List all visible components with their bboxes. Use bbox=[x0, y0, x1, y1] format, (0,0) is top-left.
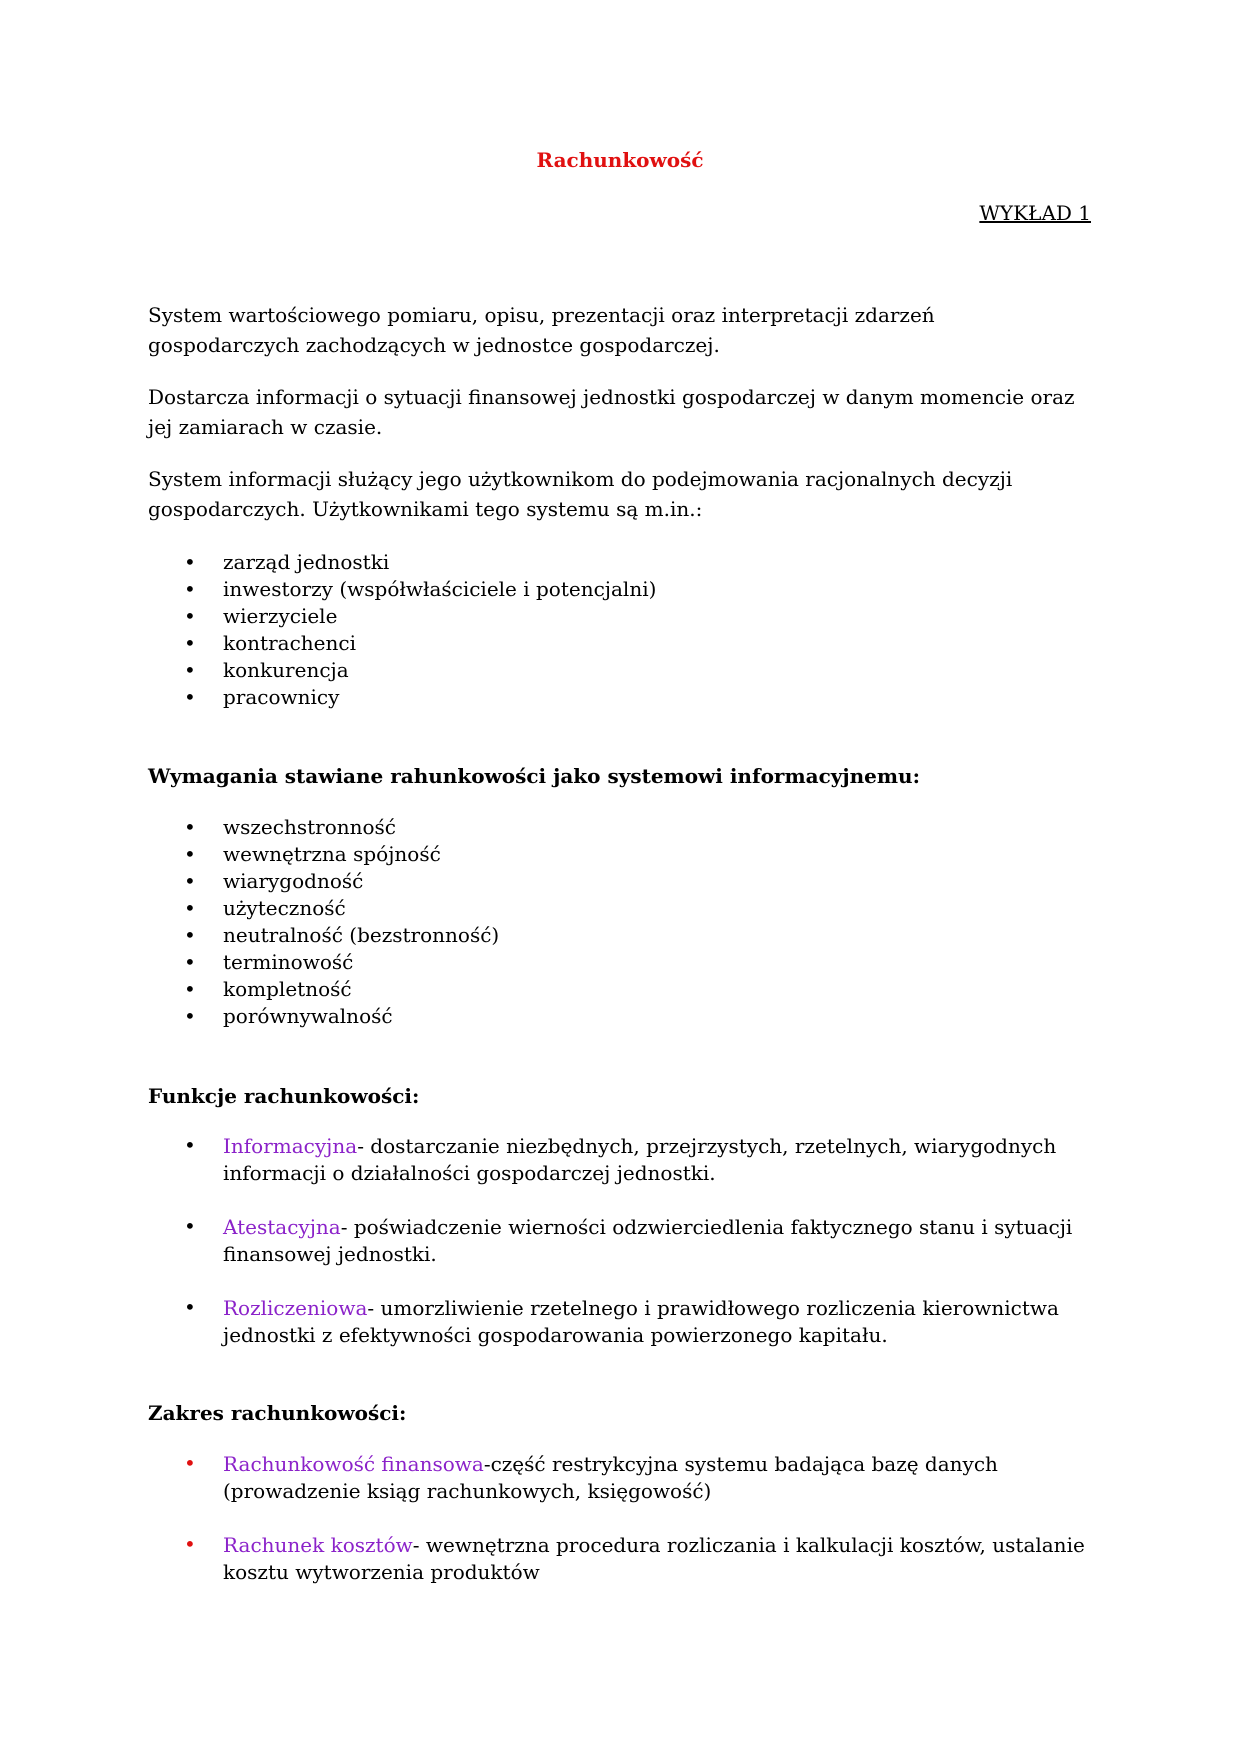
paragraph-information: Dostarcza informacji o sytuacji finansowej jednostki gospodarczej w danym momencie oraz jej zamiarach w czasie. bbox=[148, 385, 1075, 439]
list-item: • wierzyciele bbox=[184, 604, 338, 628]
scope-heading: Zakres rachunkowości: bbox=[148, 1401, 407, 1425]
bullet-icon: • bbox=[184, 577, 196, 601]
requirements-list bbox=[148, 814, 499, 1030]
scope-term: Rachunek kosztów bbox=[223, 1533, 413, 1557]
list-item: • kompletność bbox=[184, 977, 352, 1001]
bullet-icon: • bbox=[184, 842, 196, 866]
list-item: • wszechstronność bbox=[184, 815, 397, 839]
paragraph-definition: System wartościowego pomiaru, opisu, prezentacji oraz interpretacji zdarzeń gospodarczych zachodzących w jednostce gospodarczej. bbox=[148, 303, 935, 357]
scope-description: -część restrykcyjna systemu badająca bazę danych (prowadzenie ksiąg rachunkowych, księgowość) bbox=[223, 1452, 998, 1503]
function-item-rozliczeniowa bbox=[148, 1295, 1108, 1349]
requirements-heading: Wymagania stawiane rahunkowości jako systemowi informacyjnemu: bbox=[148, 764, 920, 788]
function-description: - poświadczenie wierności odzwierciedlenia faktycznego stanu i sytuacji finansowej jednostki. bbox=[223, 1215, 1073, 1266]
bullet-icon: • bbox=[184, 950, 196, 974]
document-title: Rachunkowość bbox=[536, 148, 704, 172]
list-item: • neutralność (bezstronność) bbox=[184, 923, 500, 947]
list-item: • użyteczność bbox=[184, 896, 346, 920]
bullet-icon: • bbox=[184, 1532, 196, 1556]
scope-item-financial bbox=[148, 1451, 1108, 1505]
bullet-icon: • bbox=[184, 896, 196, 920]
function-description: - dostarczanie niezbędnych, przejrzystych, rzetelnych, wiarygodnych informacji o działalności gospodarczej jednostki. bbox=[223, 1134, 1057, 1185]
function-term: Informacyjna bbox=[223, 1134, 358, 1158]
bullet-icon: • bbox=[184, 631, 196, 655]
functions-heading: Funkcje rachunkowości: bbox=[148, 1084, 420, 1108]
list-item: • inwestorzy (współwłaściciele i potencjalni) bbox=[184, 577, 657, 601]
list-item: • wewnętrzna spójność bbox=[184, 842, 441, 866]
bullet-icon: • bbox=[184, 815, 196, 839]
scope-term: Rachunkowość finansowa bbox=[223, 1452, 484, 1476]
bullet-icon: • bbox=[184, 977, 196, 1001]
scope-item-cost-accounting bbox=[148, 1532, 1108, 1586]
list-item: • zarząd jednostki bbox=[184, 550, 390, 574]
bullet-icon: • bbox=[184, 550, 196, 574]
lecture-label: WYKŁAD 1 bbox=[979, 201, 1091, 225]
paragraph-users-intro: System informacji służący jego użytkownikom do podejmowania racjonalnych decyzji gospodarczych. Użytkownikami tego systemu są m.in.: bbox=[148, 467, 1013, 521]
bullet-icon: • bbox=[184, 658, 196, 682]
list-item: • kontrachenci bbox=[184, 631, 356, 655]
users-list bbox=[148, 549, 656, 711]
bullet-icon: • bbox=[184, 1133, 196, 1157]
bullet-icon: • bbox=[184, 685, 196, 709]
function-term: Rozliczeniowa bbox=[223, 1296, 368, 1320]
list-item: • terminowość bbox=[184, 950, 354, 974]
bullet-icon: • bbox=[184, 1295, 196, 1319]
list-item: • porównywalność bbox=[184, 1004, 393, 1028]
bullet-icon: • bbox=[184, 604, 196, 628]
bullet-icon: • bbox=[184, 923, 196, 947]
function-item-atestacyjna bbox=[148, 1214, 1108, 1268]
list-item: • wiarygodność bbox=[184, 869, 364, 893]
list-item: • pracownicy bbox=[184, 685, 340, 709]
function-description: - umorzliwienie rzetelnego i prawidłowego rozliczenia kierownictwa jednostki z efektywności gospodarowania powierzonego kapitału. bbox=[223, 1296, 1059, 1347]
function-term: Atestacyjna bbox=[223, 1215, 341, 1239]
bullet-icon: • bbox=[184, 1004, 196, 1028]
scope-description: - wewnętrzna procedura rozliczania i kalkulacji kosztów, ustalanie kosztu wytworzenia produktów bbox=[223, 1533, 1085, 1584]
bullet-icon: • bbox=[184, 1451, 196, 1475]
function-item-informacyjna bbox=[148, 1133, 1108, 1187]
list-item: • konkurencja bbox=[184, 658, 349, 682]
bullet-icon: • bbox=[184, 869, 196, 893]
bullet-icon: • bbox=[184, 1214, 196, 1238]
